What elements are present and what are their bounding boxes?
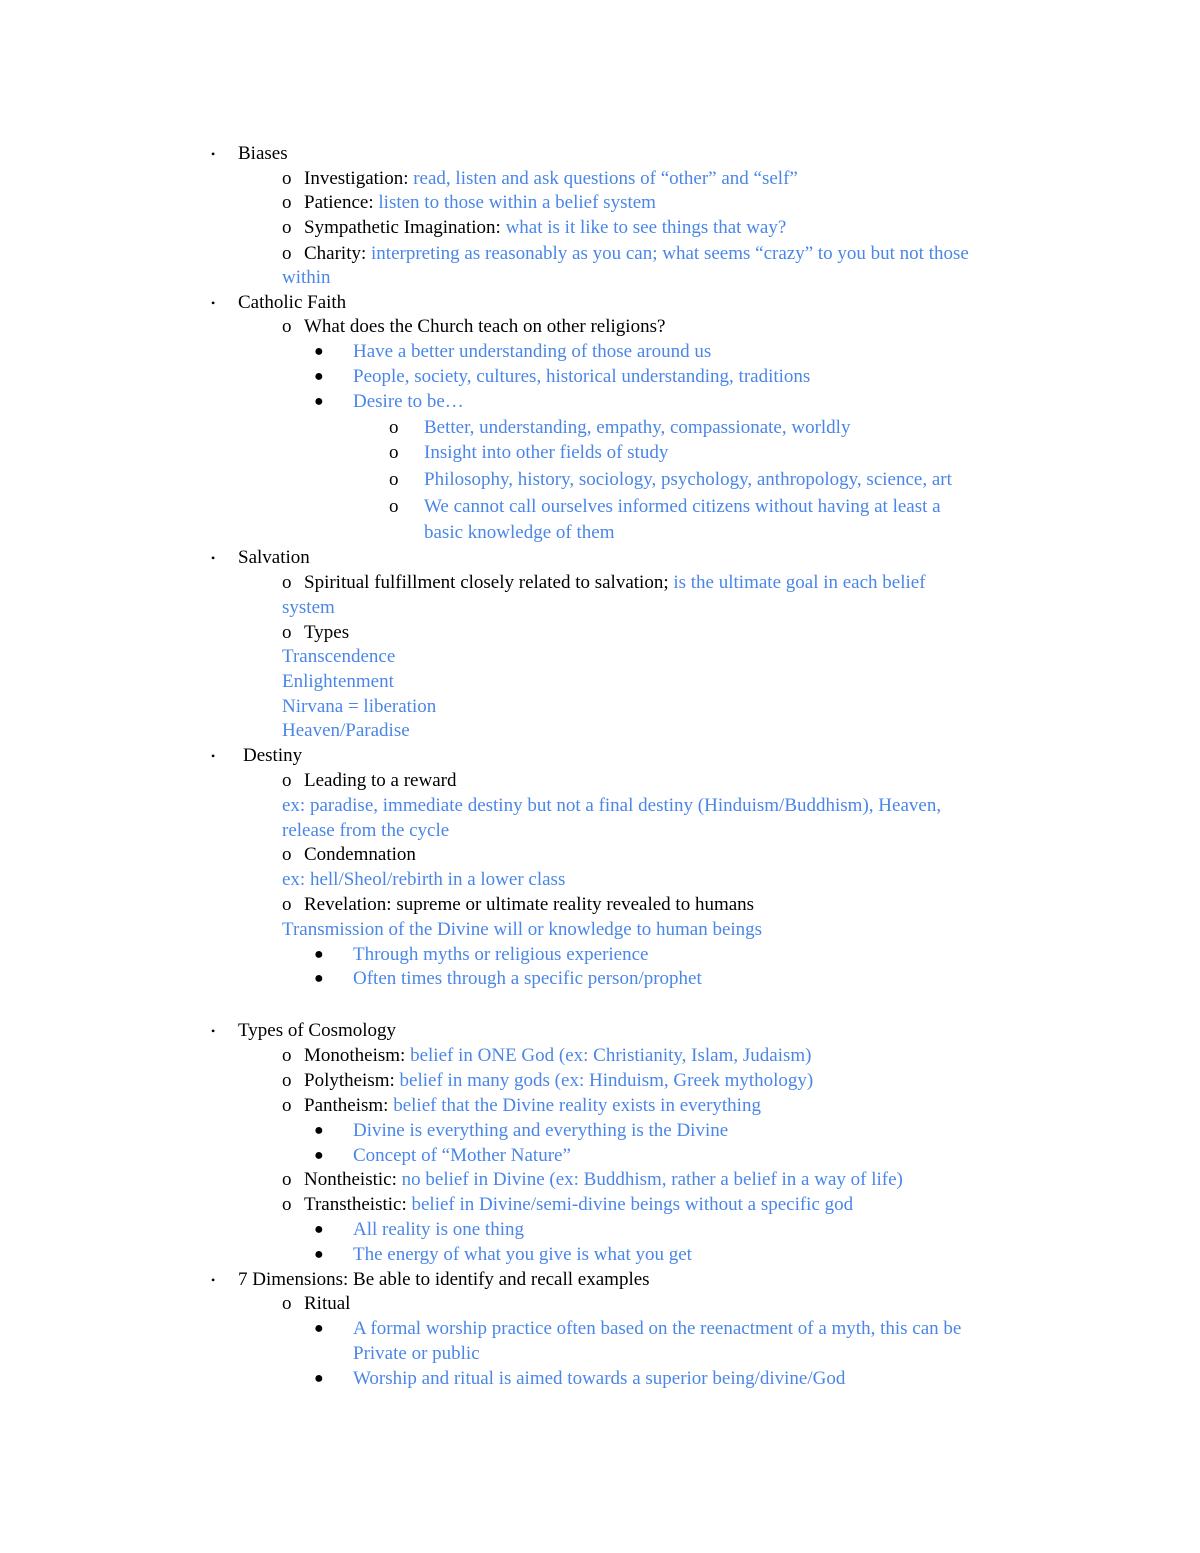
bullet-marker: ●: [314, 946, 324, 963]
bullet-marker: •: [211, 749, 216, 763]
revelation-point: Often times through a specific person/prophet: [353, 968, 702, 989]
bullet-marker: o: [282, 622, 292, 643]
item-note: belief in ONE God (ex: Christianity, Islam, Judaism): [410, 1045, 812, 1066]
item-note: belief that the Divine reality exists in everything: [393, 1095, 761, 1116]
item-note: read, listen and ask questions of “other” and “self”: [413, 168, 798, 189]
item-term: Sympathetic Imagination:: [304, 217, 506, 238]
item-note: interpreting as reasonably as you can; what seems “crazy” to you but not those: [371, 243, 969, 264]
bullet-marker: ●: [314, 1221, 324, 1238]
item-term: Pantheism:: [304, 1095, 394, 1116]
item-note-continued: system: [282, 597, 335, 618]
bullet-marker: o: [389, 469, 399, 490]
salvation-type-text: Heaven/Paradise: [282, 720, 410, 741]
bullet-marker: o: [389, 442, 399, 463]
bullet-marker: o: [282, 894, 292, 915]
item-term: Monotheism:: [304, 1045, 411, 1066]
bullet-marker: o: [282, 168, 292, 189]
heading-cosmology: Types of Cosmology: [238, 1020, 397, 1041]
heading-catholic-faith: Catholic Faith: [238, 292, 347, 313]
pantheism-point: Concept of “Mother Nature”: [353, 1145, 571, 1166]
desire-item: We cannot call ourselves informed citizens without having at least a: [424, 496, 941, 517]
transtheistic-point: The energy of what you give is what you get: [353, 1244, 692, 1265]
bullet-marker: o: [282, 1045, 292, 1066]
destiny-condemnation: Condemnation: [304, 844, 416, 865]
bullet-marker: ●: [314, 1320, 324, 1337]
bullet-marker: o: [282, 243, 292, 264]
bullet-marker: ●: [314, 1147, 324, 1164]
bullet-marker: ●: [314, 368, 324, 385]
bullet-marker: •: [211, 296, 216, 310]
bullet-marker: ●: [314, 343, 324, 360]
item-note: is the ultimate goal in each belief: [673, 572, 926, 593]
transtheistic-point: All reality is one thing: [353, 1219, 524, 1240]
bullet-marker: o: [282, 770, 292, 791]
destiny-reward: Leading to a reward: [304, 770, 457, 791]
catholic-point: Have a better understanding of those around us: [353, 341, 712, 362]
item-term: Spiritual fulfillment closely related to salvation;: [304, 572, 674, 593]
bullet-marker: o: [282, 1070, 292, 1091]
item-note-continued: within: [282, 267, 331, 288]
salvation-type-text: Enlightenment: [282, 671, 394, 692]
destiny-reward-example: ex: paradise, immediate destiny but not a final destiny (Hinduism/Buddhism), Heaven,: [282, 795, 942, 816]
desire-item-continued: basic knowledge of them: [424, 522, 615, 543]
item-note: belief in many gods (ex: Hinduism, Greek mythology): [399, 1070, 814, 1091]
item-note: belief in Divine/semi-divine beings without a specific god: [411, 1194, 854, 1215]
bullet-marker: o: [282, 844, 292, 865]
item-term: Investigation:: [304, 168, 414, 189]
ritual-point: Worship and ritual is aimed towards a superior being/divine/God: [353, 1368, 846, 1389]
catholic-point: People, society, cultures, historical understanding, traditions: [353, 366, 811, 387]
heading-biases: Biases: [238, 143, 288, 164]
bullet-marker: o: [389, 417, 399, 438]
bullet-marker: ●: [314, 1122, 324, 1139]
item-note: listen to those within a belief system: [378, 192, 656, 213]
bullet-marker: o: [282, 1095, 292, 1116]
salvation-type-text: Transcendence: [282, 646, 396, 667]
ritual-point: A formal worship practice often based on the reenactment of a myth, this can be: [353, 1318, 962, 1339]
bullet-marker: ●: [314, 1246, 324, 1263]
bullet-marker: o: [282, 192, 292, 213]
heading-dimensions: 7 Dimensions: Be able to identify and recall examples: [238, 1269, 650, 1290]
bullet-marker: o: [282, 316, 292, 337]
bullet-marker: o: [282, 1293, 292, 1314]
item-term: Transtheistic:: [304, 1194, 412, 1215]
bullet-marker: •: [211, 551, 216, 565]
bullet-marker: •: [211, 147, 216, 161]
desire-item: Insight into other fields of study: [424, 442, 669, 463]
item-term: Nontheistic:: [304, 1169, 402, 1190]
item-note: what is it like to see things that way?: [505, 217, 787, 238]
item-note: no belief in Divine (ex: Buddhism, rather a belief in a way of life): [401, 1169, 903, 1190]
dimension-ritual: Ritual: [304, 1293, 351, 1314]
desire-item: Better, understanding, empathy, compassionate, worldly: [424, 417, 851, 438]
revelation-point: Through myths or religious experience: [353, 944, 649, 965]
item-term: Polytheism:: [304, 1070, 400, 1091]
pantheism-point: Divine is everything and everything is the Divine: [353, 1120, 729, 1141]
bullet-marker: o: [282, 572, 292, 593]
bullet-marker: o: [282, 217, 292, 238]
bullet-marker: o: [282, 1194, 292, 1215]
destiny-revelation-note: Transmission of the Divine will or knowledge to human beings: [282, 919, 763, 940]
bullet-marker: o: [282, 1169, 292, 1190]
bullet-marker: •: [211, 1273, 216, 1287]
salvation-types-label: Types: [304, 622, 350, 643]
bullet-marker: o: [389, 496, 399, 517]
bullet-marker: •: [211, 1024, 216, 1038]
desire-item: Philosophy, history, sociology, psychology, anthropology, science, art: [424, 469, 952, 490]
destiny-revelation: Revelation: supreme or ultimate reality revealed to humans: [304, 894, 755, 915]
catholic-point: Desire to be…: [353, 391, 464, 412]
salvation-type-text: Nirvana = liberation: [282, 696, 437, 717]
destiny-condemnation-example: ex: hell/Sheol/rebirth in a lower class: [282, 869, 566, 890]
ritual-point-continued: Private or public: [353, 1343, 480, 1364]
bullet-marker: ●: [314, 1370, 324, 1387]
bullet-marker: ●: [314, 970, 324, 987]
bullet-marker: ●: [314, 393, 324, 410]
catholic-question: What does the Church teach on other religions?: [304, 316, 666, 337]
item-term: Charity:: [304, 243, 372, 264]
heading-destiny: Destiny: [243, 745, 303, 766]
heading-salvation: Salvation: [238, 547, 310, 568]
item-term: Patience:: [304, 192, 379, 213]
destiny-reward-example-continued: release from the cycle: [282, 820, 450, 841]
